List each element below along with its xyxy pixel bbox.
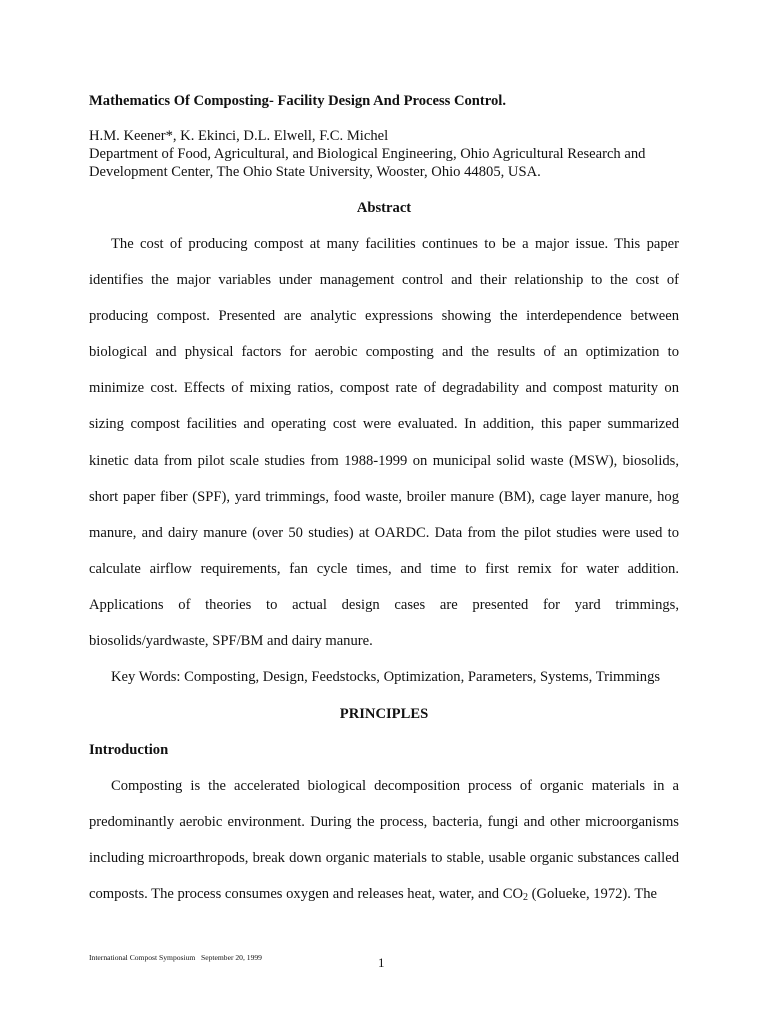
author-affiliation: Department of Food, Agricultural, and Biological Engineering, Ohio Agricultural Research and Development Center, The Ohio State University, Wooster, Ohio 44805, USA. bbox=[89, 146, 646, 180]
paper-title: Mathematics Of Composting- Facility Design And Process Control. bbox=[89, 93, 506, 109]
introduction-text-main: Composting is the accelerated biological decomposition process of organic materials in a predominantly aerobic environment. During the process, bacteria, fungi and other microorganisms including microarthropods, break down organic materials to stable, usable organic substances called composts. The process consumes oxygen and releases heat, water, and CO bbox=[89, 778, 679, 903]
abstract-text: The cost of producing compost at many facilities continues to be a major issue. This paper identifies the major variables under management control and their relationship to the cost of producing compost. Presented are analytic expressions showing the interdependence between biological and physical factors for aerobic composting and the results of an optimization to minimize cost. Effects of mixing ratios, compost rate of degradability and compost maturity on sizing compost facilities and operating cost were evaluated. In addition, this paper summarized kinetic data from pilot scale studies from 1988-1999 on municipal solid waste (MSW), biosolids, short paper fiber (SPF), yard trimmings, food waste, broiler manure (BM), cage layer manure, hog manure, and dairy manure (over 50 studies) at OARDC. Data from the pilot studies were used to calculate airflow requirements, fan cycle times, and time to first remix for water addition. Applications of theories to actual design cases are presented for yard trimmings, biosolids/yardwaste, SPF/BM and dairy manure. bbox=[89, 236, 679, 650]
abstract-heading: Abstract bbox=[356, 200, 412, 216]
principles-heading: PRINCIPLES bbox=[339, 706, 429, 722]
introduction-text-tail: (Golueke, 1972). The bbox=[528, 886, 658, 903]
author-list: H.M. Keener*, K. Ekinci, D.L. Elwell, F.C. Michel bbox=[89, 128, 389, 144]
keywords: Key Words: Composting, Design, Feedstocks, Optimization, Parameters, Systems, Trimmings bbox=[111, 669, 661, 685]
footer-conference: International Compost Symposium September 20, 1999 bbox=[89, 953, 262, 962]
page-number: 1 bbox=[378, 955, 385, 970]
co2-subscript: 2 bbox=[523, 892, 528, 904]
introduction-text bbox=[89, 768, 679, 912]
introduction-heading: Introduction bbox=[89, 742, 169, 758]
